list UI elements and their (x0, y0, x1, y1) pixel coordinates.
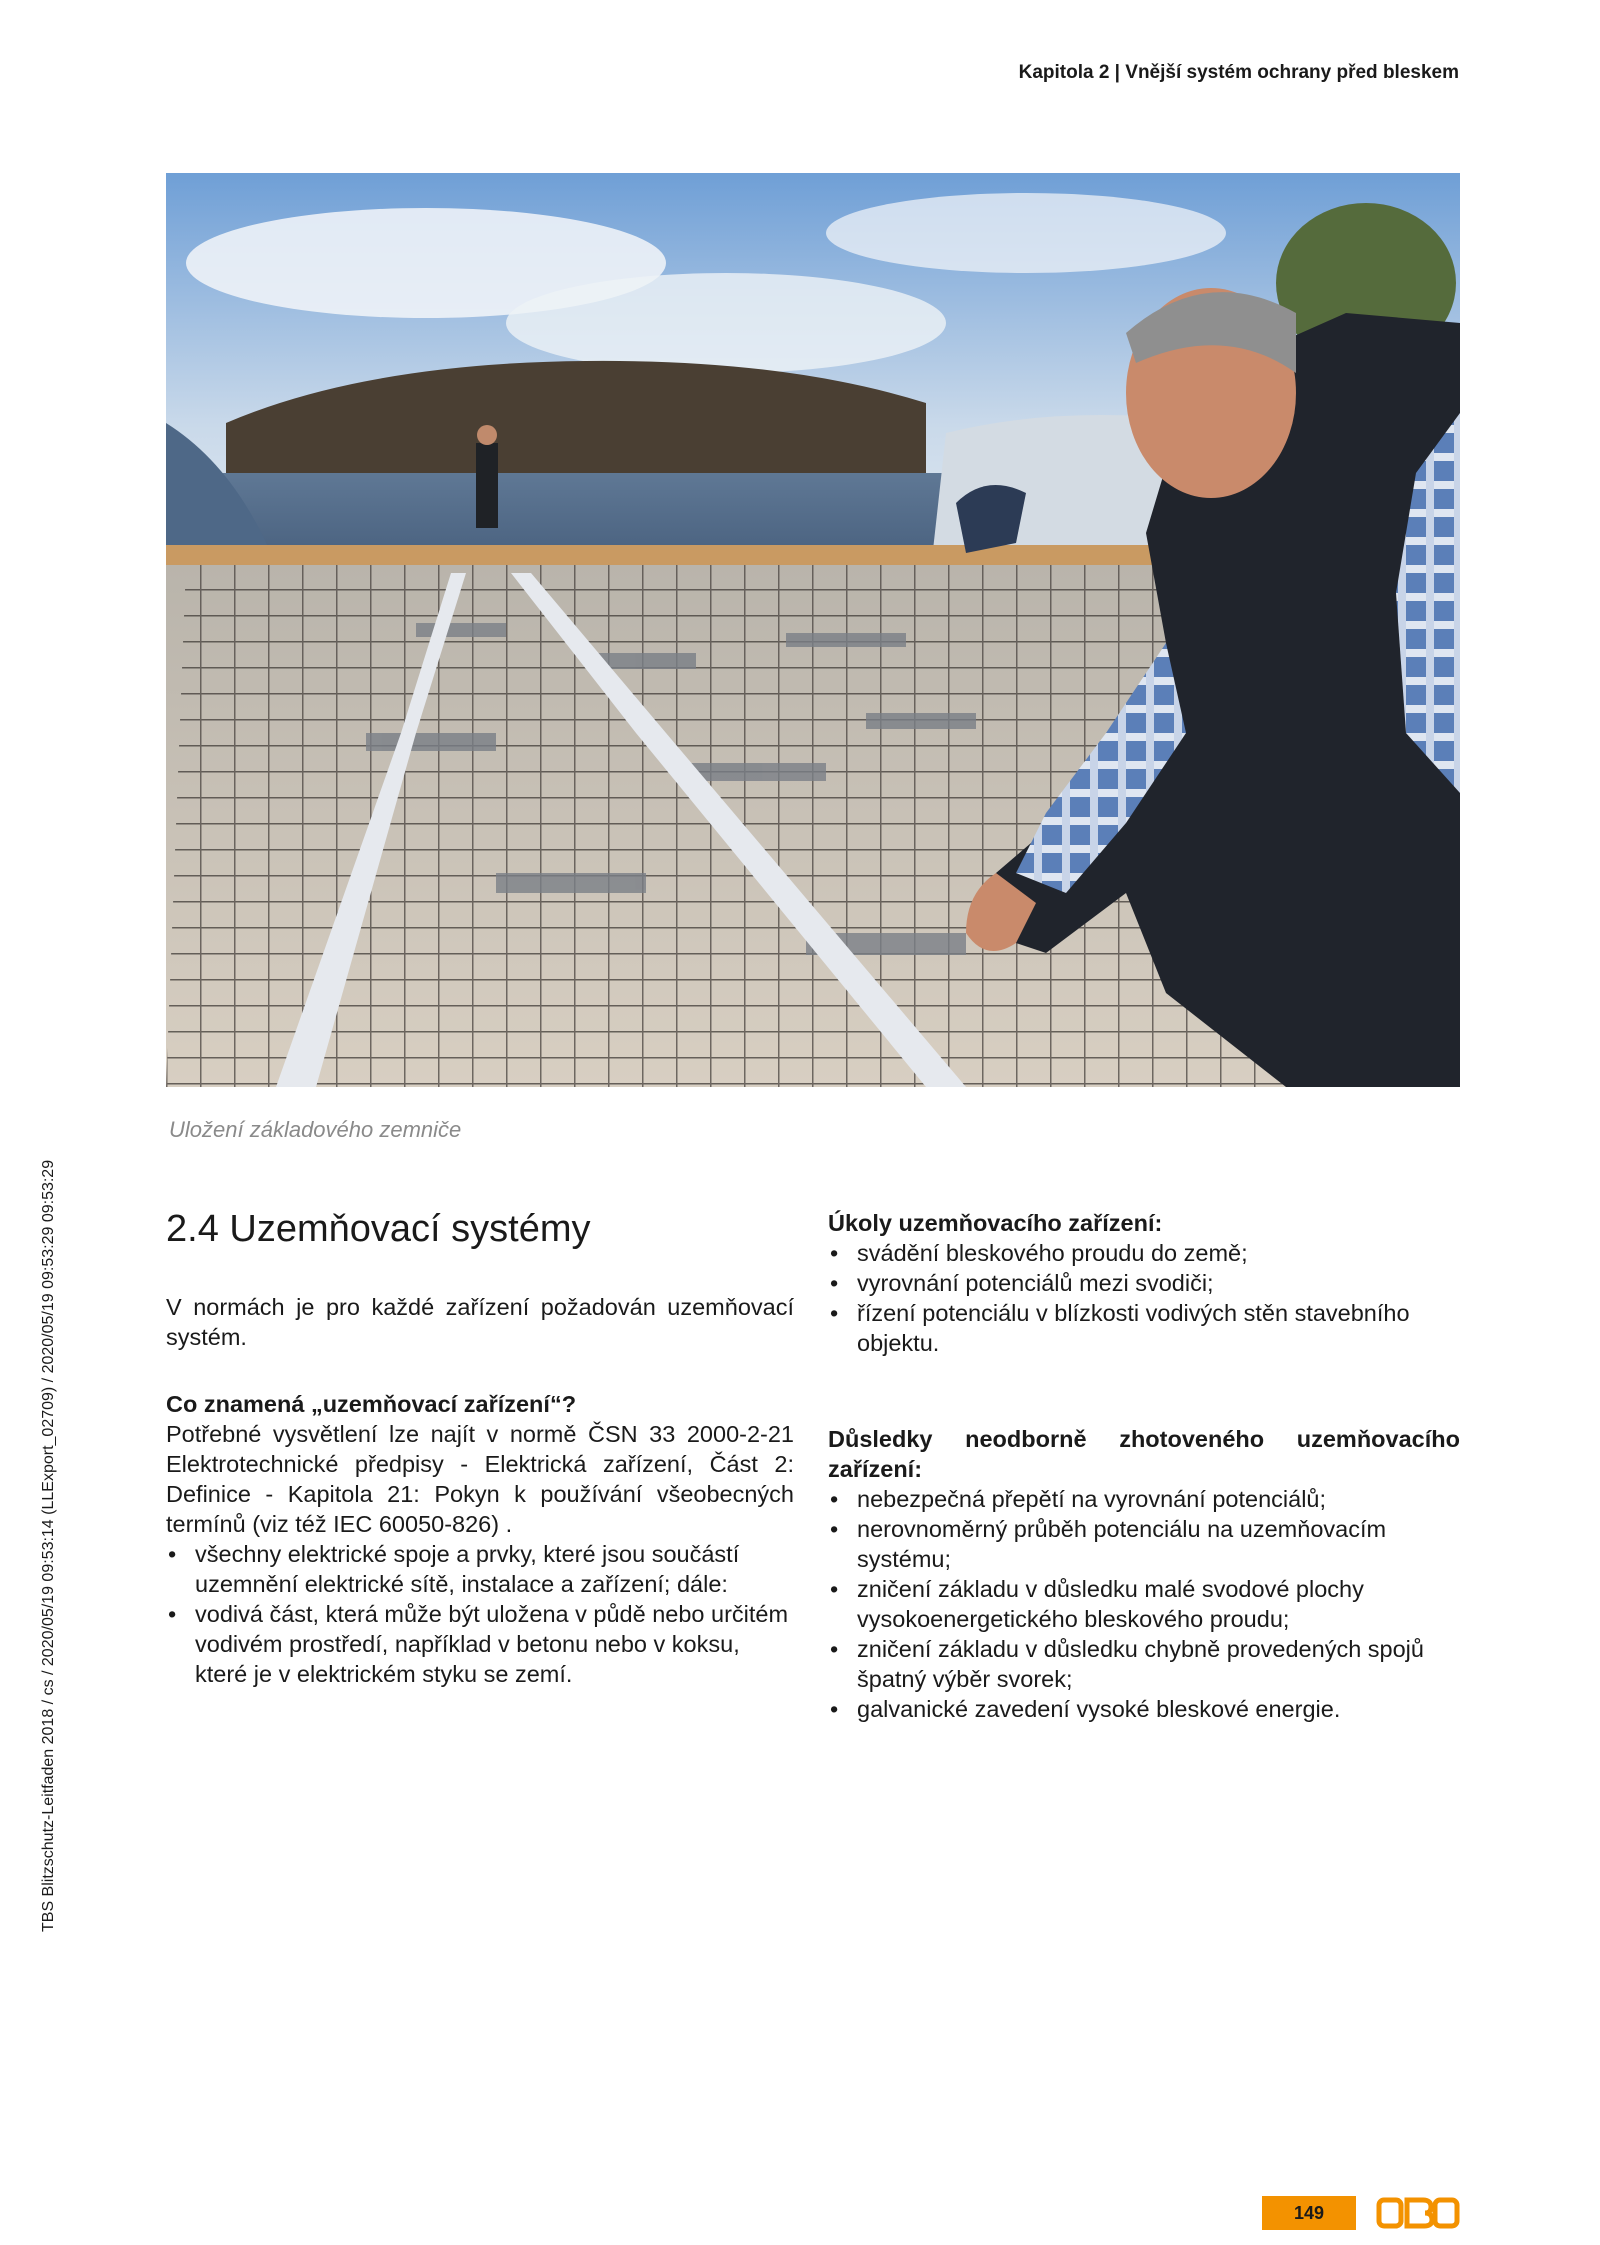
list-item (828, 1268, 1460, 1298)
left-column (166, 1206, 794, 1689)
list-item (166, 1539, 794, 1599)
list-item-text: vodivá část, která může být uložena v půdě nebo určitém vodivém prostředí, například v betonu nebo v koksu, které je v elektrickém styku se zemí. (195, 1601, 789, 1687)
list-item-text: svádění bleskového proudu do země; (857, 1240, 1248, 1266)
question-heading: Co znamená „uzemňovací zařízení“? (166, 1391, 577, 1417)
list-item-text: vyrovnání potenciálů mezi svodiči; (857, 1270, 1214, 1296)
bullet-icon: • (830, 1486, 839, 1512)
section-title: 2.4 Uzemňovací systémy (166, 1208, 591, 1250)
chapter-header: Kapitola 2 | Vnější systém ochrany před bleskem (1018, 62, 1459, 83)
list-item-text: nebezpečná přepětí na vyrovnání potenciálů; (857, 1486, 1327, 1512)
list-item (828, 1514, 1460, 1574)
list-item-text: všechny elektrické spoje a prvky, které jsou součástí uzemnění elektrické sítě, instalace a zařízení; dále: (195, 1541, 740, 1597)
list-item (828, 1298, 1460, 1358)
sidebar-metadata: TBS Blitzschutz-Leitfaden 2018 / cs / 2020/05/19 09:53:14 (LLExport_02709) / 2020/05/19 09:53:29 09:53:29 (40, 1159, 57, 1932)
list-item-text: zničení základu v důsledku malé svodové plochy vysokoenergetického bleskového proudu; (857, 1576, 1364, 1632)
list-item-text: nerovnoměrný průběh potenciálu na uzemňovacím systému; (857, 1516, 1387, 1572)
construction-photo (166, 173, 1460, 1087)
tasks-bullet-list (828, 1238, 1460, 1358)
foundation-earthing-photo (166, 173, 1460, 1087)
page-number: 149 (1262, 2196, 1356, 2230)
obo-logo (1376, 2196, 1460, 2230)
bullet-icon: • (830, 1576, 839, 1602)
bullet-icon: • (830, 1300, 839, 1326)
list-item (828, 1574, 1460, 1634)
bullet-icon: • (168, 1601, 177, 1627)
list-item-text: galvanické zavedení vysoké bleskové energie. (857, 1696, 1341, 1722)
tasks-heading: Úkoly uzemňovacího zařízení: (828, 1210, 1163, 1236)
consequences-bullet-list (828, 1484, 1460, 1724)
list-item (828, 1694, 1460, 1724)
list-item-text: řízení potenciálu v blízkosti vodivých stěn stavebního objektu. (857, 1300, 1410, 1356)
list-item (828, 1238, 1460, 1268)
list-item (166, 1599, 794, 1689)
bullet-icon: • (830, 1516, 839, 1542)
question-bullet-list (166, 1539, 794, 1689)
intro-paragraph: V normách je pro každé zařízení požadován uzemňovací systém. (166, 1294, 794, 1350)
bullet-icon: • (830, 1240, 839, 1266)
question-paragraph: Potřebné vysvětlení lze najít v normě ČSN 33 2000-2-21 Elektrotechnické předpisy - Elektrická zařízení, Část 2: Definice - Kapitola 21: Pokyn k používání všeobecných termínů (viz též IEC 60050-826) . (166, 1421, 794, 1537)
bullet-icon: • (830, 1636, 839, 1662)
consequences-heading: Důsledky neodborně zhotoveného uzemňovacího zařízení: (828, 1426, 1460, 1482)
right-column (828, 1208, 1460, 1724)
bullet-icon: • (830, 1270, 839, 1296)
figure-caption: Uložení základového zemniče (169, 1117, 462, 1142)
bullet-icon: • (830, 1696, 839, 1722)
list-item-text: zničení základu v důsledku chybně provedených spojů špatný výběr svorek; (857, 1636, 1424, 1692)
list-item (828, 1484, 1460, 1514)
list-item (828, 1634, 1460, 1694)
bullet-icon: • (168, 1541, 177, 1567)
